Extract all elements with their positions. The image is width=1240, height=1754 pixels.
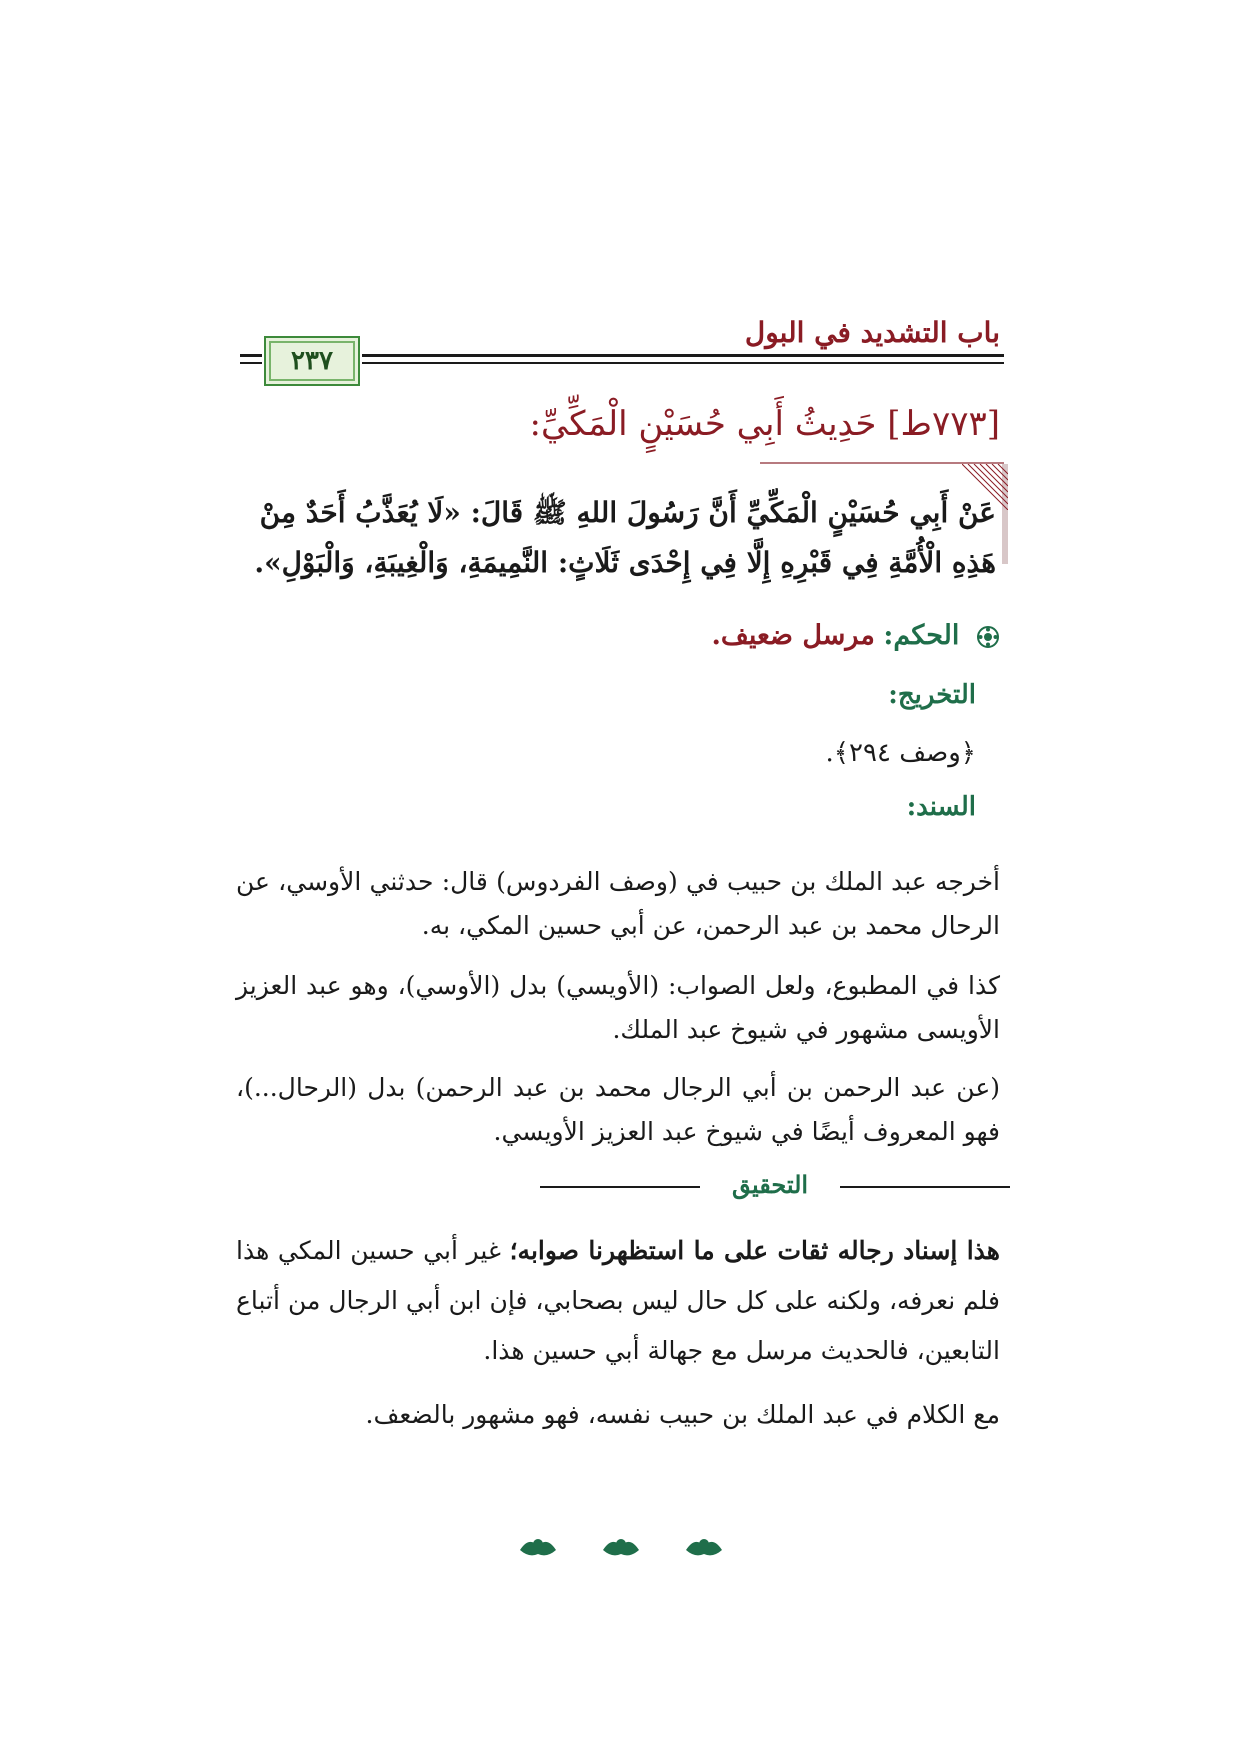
sanad-paragraph: أخرجه عبد الملك بن حبيب في (وصف الفردوس) قال: حدثني الأوسي، عن الرحال محمد بن عبد الرحمن، عن أبي حسين المكي، به. [236, 867, 1000, 940]
sanad-paragraph: كذا في المطبوع، ولعل الصواب: (الأويسي) بدل (الأوسي)، وهو عبد العزيز الأويسى مشهور في شيوخ عبد الملك. [236, 971, 1000, 1044]
page-number-frame [264, 336, 360, 386]
header-rule [362, 354, 1004, 357]
divider-line [840, 1186, 1010, 1188]
ruling-label: الحكم: [883, 620, 960, 651]
flower-ornament-icon [976, 625, 1000, 649]
takhrij-reference: ﴿وصف ٢٩٤﴾. [825, 738, 976, 768]
running-title: باب التشديد في البول [744, 316, 1000, 349]
tahqiq-paragraph-bold: هذا إسناد رجاله ثقات على ما استظهرنا صوابه؛ [509, 1236, 1000, 1265]
sanad-heading: السند: [906, 792, 976, 822]
page-number: ٢٣٧ [291, 346, 333, 376]
sanad-paragraph: (عن عبد الرحمن بن أبي الرجال محمد بن عبد الرحمن) بدل (الرحال...)، فهو المعروف أيضًا في شيوخ عبد العزيز الأويسي. [236, 1073, 1000, 1146]
tahqiq-divider [540, 1168, 1010, 1204]
takhrij-heading: التخريج: [888, 680, 976, 710]
ruling-line [712, 620, 1000, 651]
divider-line [540, 1186, 700, 1188]
header-rule [240, 362, 262, 364]
header-rule [240, 354, 262, 357]
tahqiq-paragraph-rest: غير أبي حسين المكي هذا فلم نعرفه، ولكنه على كل حال ليس بصحابي، فإن ابن أبي الرجال من أتباع التابعين، فالحديث مرسل مع جهالة أبي حسين هذا. [236, 1236, 1000, 1365]
hadith-text: عَنْ أَبِي حُسَيْنٍ الْمَكِّيِّ أَنَّ رَسُولَ اللهِ ﷺ قَالَ: «لَا يُعَذَّبُ أَحَدٌ مِنْ هَذِهِ الْأُمَّةِ فِي قَبْرِهِ إِلَّا فِي إِحْدَى ثَلَاثٍ: النَّمِيمَةِ، وَالْغِيبَةِ، وَالْبَوْلِ». [254, 496, 996, 579]
tahqiq-heading: التحقيق [710, 1170, 830, 1199]
tahqiq-paragraph [236, 1226, 1000, 1376]
tahqiq-paragraph: مع الكلام في عبد الملك بن حبيب نفسه، فهو مشهور بالضعف. [365, 1400, 1000, 1429]
hadith-heading: [٧٧٣ط] حَدِيثُ أَبِي حُسَيْنٍ الْمَكِّيِّ: [529, 404, 1000, 444]
header-rule [362, 362, 1004, 364]
ruling-value: مرسل ضعيف. [711, 620, 875, 651]
end-ornament-icon [518, 1530, 724, 1570]
